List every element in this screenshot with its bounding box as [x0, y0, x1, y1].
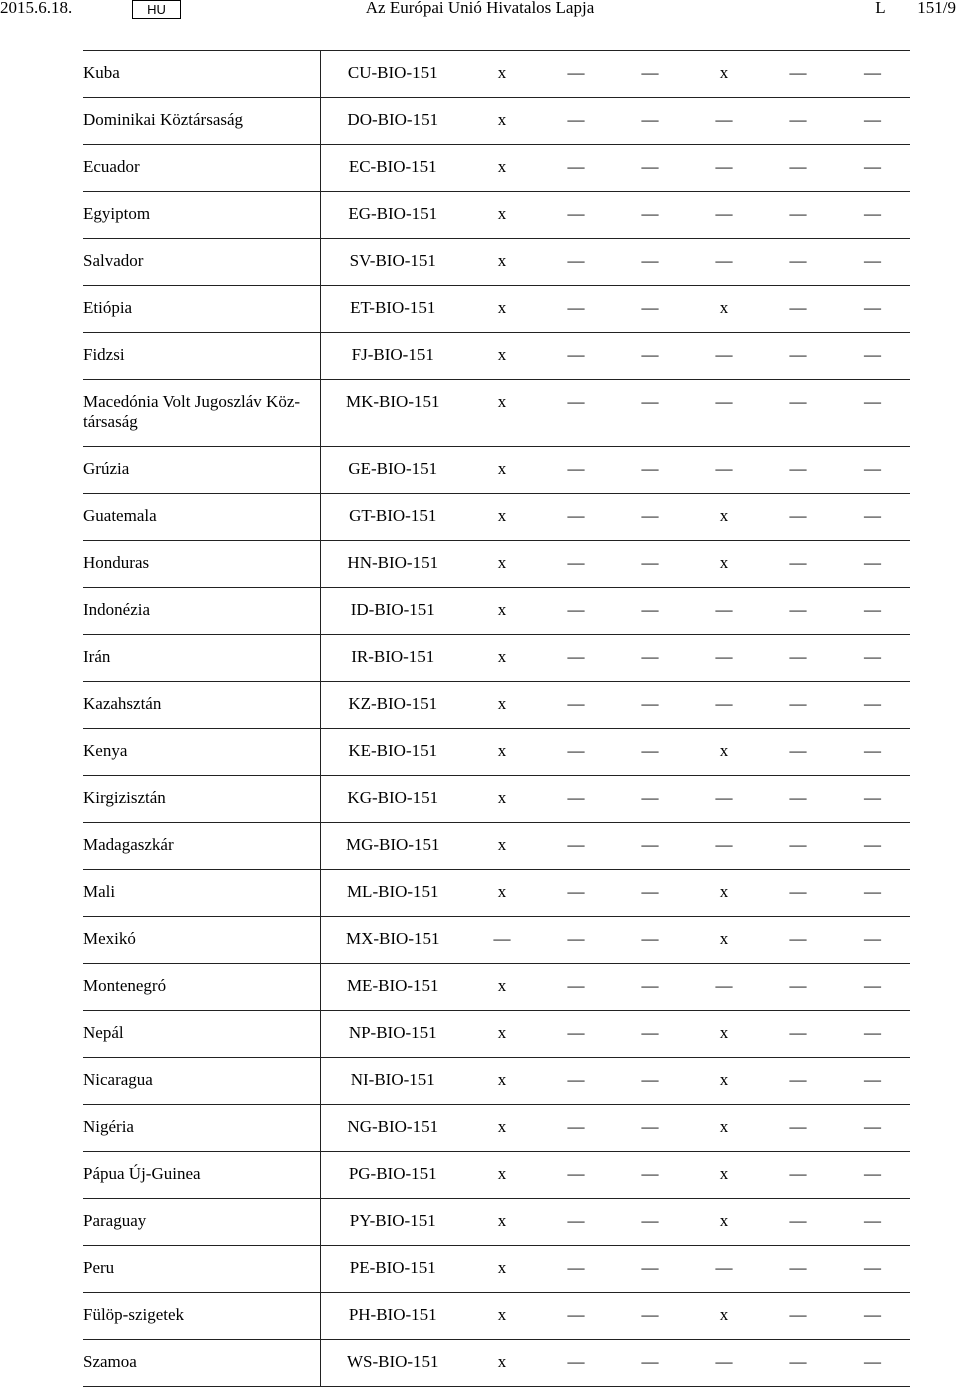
mark-cell: — [539, 1340, 613, 1387]
journal-title: Az Európai Unió Hivatalos Lapja [365, 0, 595, 17]
mark-cell: — [835, 635, 910, 682]
table-row [83, 588, 910, 635]
mark-cell: — [539, 1105, 613, 1152]
mark-cell: — [761, 51, 835, 98]
mark-cell: — [761, 192, 835, 239]
mark-cell: — [539, 682, 613, 729]
mark-cell: — [761, 588, 835, 635]
table-row [83, 1105, 910, 1152]
table-row [83, 192, 910, 239]
table-row [83, 541, 910, 588]
country-cell: Peru [83, 1246, 320, 1293]
mark-cell: — [539, 145, 613, 192]
code-cell: KZ-BIO-151 [320, 682, 465, 729]
table-row [83, 1152, 910, 1199]
mark-cell: — [539, 917, 613, 964]
mark-cell: — [613, 192, 687, 239]
mark-cell: — [613, 447, 687, 494]
mark-cell: — [835, 588, 910, 635]
table-row [83, 682, 910, 729]
mark-cell: — [613, 541, 687, 588]
mark-cell: — [835, 494, 910, 541]
country-cell: Egyiptom [83, 192, 320, 239]
mark-cell: — [835, 776, 910, 823]
mark-cell: — [835, 447, 910, 494]
table-row [83, 286, 910, 333]
mark-cell: x [465, 870, 539, 917]
mark-cell: — [613, 1246, 687, 1293]
code-cell: GT-BIO-151 [320, 494, 465, 541]
table-row [83, 1293, 910, 1340]
mark-cell: — [761, 1293, 835, 1340]
code-cell: MX-BIO-151 [320, 917, 465, 964]
country-cell: Macedónia Volt Jugoszláv Köztársaság [83, 380, 320, 447]
code-cell: NG-BIO-151 [320, 1105, 465, 1152]
publication-date: 2015.6.18. [0, 0, 73, 17]
mark-cell: — [539, 964, 613, 1011]
language-code-badge: HU [132, 0, 181, 19]
mark-cell: — [539, 192, 613, 239]
mark-cell: — [835, 870, 910, 917]
mark-cell: x [465, 333, 539, 380]
mark-cell: — [761, 1011, 835, 1058]
mark-cell: — [539, 239, 613, 286]
mark-cell: — [835, 823, 910, 870]
mark-cell: — [835, 1293, 910, 1340]
mark-cell: x [465, 682, 539, 729]
table-row [83, 1199, 910, 1246]
mark-cell: x [687, 1152, 761, 1199]
mark-cell: — [761, 1152, 835, 1199]
mark-cell: — [687, 192, 761, 239]
country-cell: Kenya [83, 729, 320, 776]
code-cell: SV-BIO-151 [320, 239, 465, 286]
mark-cell: — [761, 239, 835, 286]
mark-cell: — [761, 635, 835, 682]
table-row [83, 333, 910, 380]
mark-cell: — [687, 333, 761, 380]
mark-cell: x [465, 1152, 539, 1199]
mark-cell: — [613, 51, 687, 98]
mark-cell: — [687, 447, 761, 494]
mark-cell: — [613, 1199, 687, 1246]
mark-cell: x [687, 729, 761, 776]
country-cell: Nepál [83, 1011, 320, 1058]
table-row [83, 964, 910, 1011]
table-row [83, 145, 910, 192]
mark-cell: — [761, 1105, 835, 1152]
mark-cell: — [539, 380, 613, 447]
mark-cell: — [761, 447, 835, 494]
country-cell: Fidzsi [83, 333, 320, 380]
table-row [83, 1058, 910, 1105]
mark-cell: — [835, 1199, 910, 1246]
mark-cell: x [465, 1058, 539, 1105]
mark-cell: — [539, 98, 613, 145]
mark-cell: — [687, 145, 761, 192]
mark-cell: — [613, 98, 687, 145]
mark-cell: — [835, 192, 910, 239]
mark-cell: — [835, 541, 910, 588]
mark-cell: x [465, 286, 539, 333]
code-cell: ID-BIO-151 [320, 588, 465, 635]
mark-cell: — [835, 239, 910, 286]
mark-cell: — [761, 333, 835, 380]
mark-cell: — [835, 1152, 910, 1199]
country-cell: Dominikai Köztársaság [83, 98, 320, 145]
mark-cell: x [687, 917, 761, 964]
mark-cell: — [613, 494, 687, 541]
mark-cell: — [835, 1340, 910, 1387]
mark-cell: — [687, 1340, 761, 1387]
mark-cell: — [613, 380, 687, 447]
mark-cell: — [613, 870, 687, 917]
country-cell: Nicaragua [83, 1058, 320, 1105]
table-row [83, 447, 910, 494]
table-row [83, 1246, 910, 1293]
mark-cell: — [835, 729, 910, 776]
mark-cell: x [687, 1293, 761, 1340]
mark-cell: — [539, 729, 613, 776]
mark-cell: — [687, 635, 761, 682]
mark-cell: — [761, 145, 835, 192]
country-cell: Madagaszkár [83, 823, 320, 870]
code-cell: EG-BIO-151 [320, 192, 465, 239]
code-cell: KE-BIO-151 [320, 729, 465, 776]
mark-cell: x [465, 541, 539, 588]
mark-cell: — [835, 1246, 910, 1293]
country-cell: Nigéria [83, 1105, 320, 1152]
mark-cell: — [687, 588, 761, 635]
mark-cell: — [613, 286, 687, 333]
mark-cell: — [761, 776, 835, 823]
mark-cell: — [835, 333, 910, 380]
code-cell: GE-BIO-151 [320, 447, 465, 494]
code-cell: NP-BIO-151 [320, 1011, 465, 1058]
mark-cell: — [539, 1011, 613, 1058]
mark-cell: x [465, 776, 539, 823]
table-row [83, 823, 910, 870]
code-cell: WS-BIO-151 [320, 1340, 465, 1387]
code-cell: ME-BIO-151 [320, 964, 465, 1011]
table-row [83, 380, 910, 447]
mark-cell: — [613, 823, 687, 870]
table-row [83, 51, 910, 98]
mark-cell: — [761, 286, 835, 333]
code-cell: PH-BIO-151 [320, 1293, 465, 1340]
table-row [83, 776, 910, 823]
mark-cell: x [687, 870, 761, 917]
mark-cell: — [465, 917, 539, 964]
mark-cell: x [465, 1105, 539, 1152]
mark-cell: — [687, 823, 761, 870]
mark-cell: — [613, 776, 687, 823]
mark-cell: x [687, 1105, 761, 1152]
mark-cell: x [687, 1058, 761, 1105]
mark-cell: — [761, 1199, 835, 1246]
mark-cell: — [613, 729, 687, 776]
mark-cell: x [465, 588, 539, 635]
mark-cell: x [465, 145, 539, 192]
country-cell: Pápua Új-Guinea [83, 1152, 320, 1199]
mark-cell: — [539, 286, 613, 333]
code-cell: PE-BIO-151 [320, 1246, 465, 1293]
mark-cell: — [761, 1246, 835, 1293]
mark-cell: x [687, 494, 761, 541]
country-cell: Salvador [83, 239, 320, 286]
mark-cell: — [761, 1058, 835, 1105]
mark-cell: — [613, 333, 687, 380]
code-cell: MK-BIO-151 [320, 380, 465, 447]
mark-cell: — [539, 776, 613, 823]
mark-cell: — [687, 380, 761, 447]
mark-cell: — [835, 145, 910, 192]
mark-cell: — [761, 917, 835, 964]
country-cell: Montenegró [83, 964, 320, 1011]
mark-cell: x [687, 541, 761, 588]
mark-cell: x [465, 51, 539, 98]
mark-cell: — [539, 333, 613, 380]
mark-cell: — [835, 380, 910, 447]
mark-cell: — [835, 51, 910, 98]
mark-cell: x [465, 964, 539, 1011]
mark-cell: — [835, 917, 910, 964]
mark-cell: x [465, 494, 539, 541]
mark-cell: x [465, 1011, 539, 1058]
mark-cell: — [687, 239, 761, 286]
country-cell: Szamoa [83, 1340, 320, 1387]
country-cell: Etiópia [83, 286, 320, 333]
mark-cell: — [835, 286, 910, 333]
table-row [83, 1011, 910, 1058]
mark-cell: — [613, 1293, 687, 1340]
mark-cell: x [465, 729, 539, 776]
mark-cell: — [687, 682, 761, 729]
mark-cell: — [539, 1152, 613, 1199]
mark-cell: — [687, 964, 761, 1011]
mark-cell: — [687, 98, 761, 145]
country-cell: Honduras [83, 541, 320, 588]
mark-cell: — [761, 1340, 835, 1387]
mark-cell: x [465, 1246, 539, 1293]
mark-cell: — [613, 964, 687, 1011]
mark-cell: — [613, 1340, 687, 1387]
mark-cell: — [539, 447, 613, 494]
mark-cell: — [613, 682, 687, 729]
mark-cell: — [761, 98, 835, 145]
code-cell: HN-BIO-151 [320, 541, 465, 588]
mark-cell: — [539, 635, 613, 682]
code-cell: ML-BIO-151 [320, 870, 465, 917]
mark-cell: — [539, 823, 613, 870]
mark-cell: — [613, 1011, 687, 1058]
mark-cell: — [613, 917, 687, 964]
mark-cell: — [761, 729, 835, 776]
mark-cell: — [835, 682, 910, 729]
control-bodies-table-body [83, 51, 910, 1387]
country-cell: Indonézia [83, 588, 320, 635]
code-cell: DO-BIO-151 [320, 98, 465, 145]
mark-cell: — [835, 1011, 910, 1058]
code-cell: KG-BIO-151 [320, 776, 465, 823]
mark-cell: x [465, 447, 539, 494]
mark-cell: — [835, 1105, 910, 1152]
control-bodies-table [83, 50, 910, 1387]
mark-cell: — [539, 1199, 613, 1246]
mark-cell: x [465, 1293, 539, 1340]
mark-cell: — [613, 635, 687, 682]
mark-cell: — [539, 588, 613, 635]
table-row [83, 729, 910, 776]
mark-cell: — [761, 823, 835, 870]
table-row [83, 1340, 910, 1387]
mark-cell: x [465, 1340, 539, 1387]
mark-cell: — [539, 1293, 613, 1340]
table-row [83, 239, 910, 286]
mark-cell: — [761, 541, 835, 588]
mark-cell: — [613, 145, 687, 192]
code-cell: IR-BIO-151 [320, 635, 465, 682]
mark-cell: — [539, 870, 613, 917]
code-cell: FJ-BIO-151 [320, 333, 465, 380]
mark-cell: — [761, 964, 835, 1011]
country-cell: Grúzia [83, 447, 320, 494]
country-cell: Paraguay [83, 1199, 320, 1246]
code-cell: MG-BIO-151 [320, 823, 465, 870]
country-cell: Irán [83, 635, 320, 682]
mark-cell: x [687, 286, 761, 333]
table-row [83, 917, 910, 964]
mark-cell: — [539, 494, 613, 541]
code-cell: PG-BIO-151 [320, 1152, 465, 1199]
mark-cell: x [465, 192, 539, 239]
mark-cell: — [835, 964, 910, 1011]
mark-cell: — [687, 1246, 761, 1293]
mark-cell: x [465, 1199, 539, 1246]
country-cell: Mexikó [83, 917, 320, 964]
country-cell: Kazahsztán [83, 682, 320, 729]
code-cell: EC-BIO-151 [320, 145, 465, 192]
mark-cell: — [761, 494, 835, 541]
mark-cell: — [613, 1152, 687, 1199]
country-cell: Kirgizisztán [83, 776, 320, 823]
country-cell: Ecuador [83, 145, 320, 192]
code-cell: PY-BIO-151 [320, 1199, 465, 1246]
mark-cell: — [761, 682, 835, 729]
mark-cell: — [761, 380, 835, 447]
mark-cell: x [687, 51, 761, 98]
mark-cell: — [761, 870, 835, 917]
table-row [83, 635, 910, 682]
mark-cell: — [613, 1105, 687, 1152]
code-cell: NI-BIO-151 [320, 1058, 465, 1105]
mark-cell: — [539, 51, 613, 98]
mark-cell: — [613, 588, 687, 635]
country-cell: Kuba [83, 51, 320, 98]
table-row [83, 98, 910, 145]
mark-cell: — [539, 1058, 613, 1105]
mark-cell: — [539, 541, 613, 588]
page-reference: L 151/9 [875, 0, 956, 17]
mark-cell: x [687, 1199, 761, 1246]
mark-cell: — [539, 1246, 613, 1293]
code-cell: CU-BIO-151 [320, 51, 465, 98]
country-cell: Guatemala [83, 494, 320, 541]
mark-cell: — [835, 98, 910, 145]
mark-cell: — [835, 1058, 910, 1105]
country-cell: Fülöp-szigetek [83, 1293, 320, 1340]
mark-cell: x [465, 635, 539, 682]
mark-cell: — [613, 1058, 687, 1105]
mark-cell: — [687, 776, 761, 823]
mark-cell: x [465, 380, 539, 447]
table-row [83, 870, 910, 917]
table-row [83, 494, 910, 541]
code-cell: ET-BIO-151 [320, 286, 465, 333]
mark-cell: x [465, 239, 539, 286]
country-cell: Mali [83, 870, 320, 917]
mark-cell: — [613, 239, 687, 286]
mark-cell: x [465, 98, 539, 145]
mark-cell: x [687, 1011, 761, 1058]
mark-cell: x [465, 823, 539, 870]
